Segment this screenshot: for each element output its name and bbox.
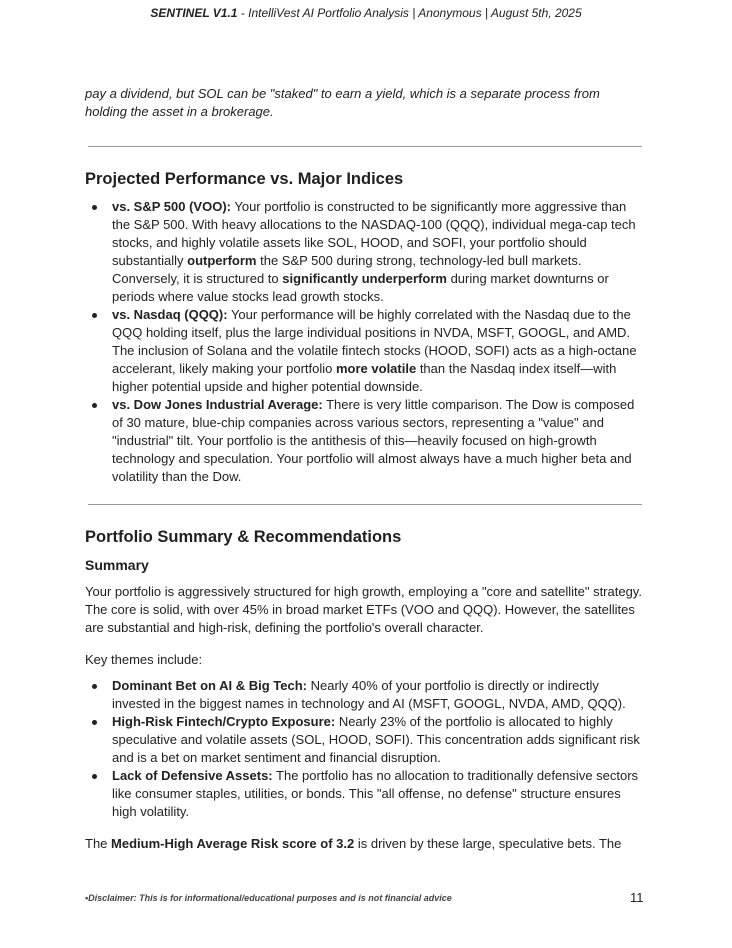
closing-paragraph: The Medium-High Average Risk score of 3.2 is driven by these large, speculative bets. The	[85, 836, 622, 851]
theme-item: Lack of Defensive Assets: The portfolio has no allocation to traditionally defensive sectors like consumer staples, utilities, or bonds. This "all offense, no defense" structure ensures high volatility.	[85, 767, 645, 821]
performance-item-nasdaq: vs. Nasdaq (QQQ): Your performance will be highly correlated with the Nasdaq due to the QQQ holding itself, plus the large individual positions in NVDA, MSFT, GOOGL, and AMD. The inclusion of Solana and the volatile fintech stocks (HOOD, SOFI) acts as a high-octane accelerant, likely making your portfolio more volatile than the Nasdaq index itself—with higher potential upside and higher potential downside.	[85, 306, 645, 396]
page-number: 11	[630, 890, 644, 905]
section-divider	[88, 504, 642, 505]
item-label: vs. S&P 500 (VOO):	[112, 199, 231, 214]
summary-paragraph: Your portfolio is aggressively structured for high growth, employing a "core and satellite" strategy. The core is solid, with over 45% in broad market ETFs (VOO and QQQ). However, the satellites are substantial and high-risk, defining the portfolio's overall character.	[85, 584, 642, 635]
performance-list	[85, 198, 645, 486]
themes-list	[85, 677, 645, 821]
header-brand: SENTINEL V1.1	[150, 6, 238, 20]
item-label: vs. Dow Jones Industrial Average:	[112, 397, 323, 412]
page-header	[0, 6, 732, 20]
item-label: vs. Nasdaq (QQQ):	[112, 307, 228, 322]
theme-item: Dominant Bet on AI & Big Tech: Nearly 40% of your portfolio is directly or indirectly invested in the biggest names in technology and AI (MSFT, GOOGL, NVDA, AMD, QQQ).	[85, 677, 645, 713]
key-themes-label: Key themes include:	[85, 652, 203, 667]
theme-item: High-Risk Fintech/Crypto Exposure: Nearly 23% of the portfolio is allocated to highly speculative and volatile assets (SOL, HOOD, SOFI). This concentration adds significant risk and is a bet on market sentiment and financial disruption.	[85, 713, 645, 767]
section-divider	[88, 146, 642, 147]
disclaimer: •Disclaimer: This is for informational/educational purposes and is not financial advice	[85, 893, 452, 903]
summary-subheading: Summary	[85, 557, 149, 573]
summary-section	[85, 526, 645, 853]
performance-item-sp500: vs. S&P 500 (VOO): Your portfolio is constructed to be significantly more aggressive than the S&P 500. With heavy allocations to the NASDAQ-100 (QQQ), individual mega-cap tech stocks, and highly volatile assets like SOL, HOOD, and SOFI, your portfolio should substantially outperform the S&P 500 during strong, technology-led bull markets. Conversely, it is structured to significantly underperform during market downturns or periods where value stocks lead growth stocks.	[85, 198, 645, 306]
header-details: - IntelliVest AI Portfolio Analysis | Anonymous | August 5th, 2025	[237, 6, 582, 20]
summary-heading: Portfolio Summary & Recommendations	[85, 528, 402, 546]
performance-section	[85, 168, 645, 486]
performance-heading: Projected Performance vs. Major Indices	[85, 170, 404, 188]
intro-paragraph	[85, 85, 645, 121]
intro-text: pay a dividend, but SOL can be "staked" to earn a yield, which is a separate process from holding the asset in a brokerage.	[85, 86, 600, 119]
performance-item-dow: vs. Dow Jones Industrial Average: There is very little comparison. The Dow is composed of 30 mature, blue-chip companies across various sectors, representing a "value" and "industrial" tilt. Your portfolio is the antithesis of this—heavily focused on high-growth technology and speculation. Your portfolio will almost always have a much higher beta and volatility than the Dow.	[85, 396, 645, 486]
